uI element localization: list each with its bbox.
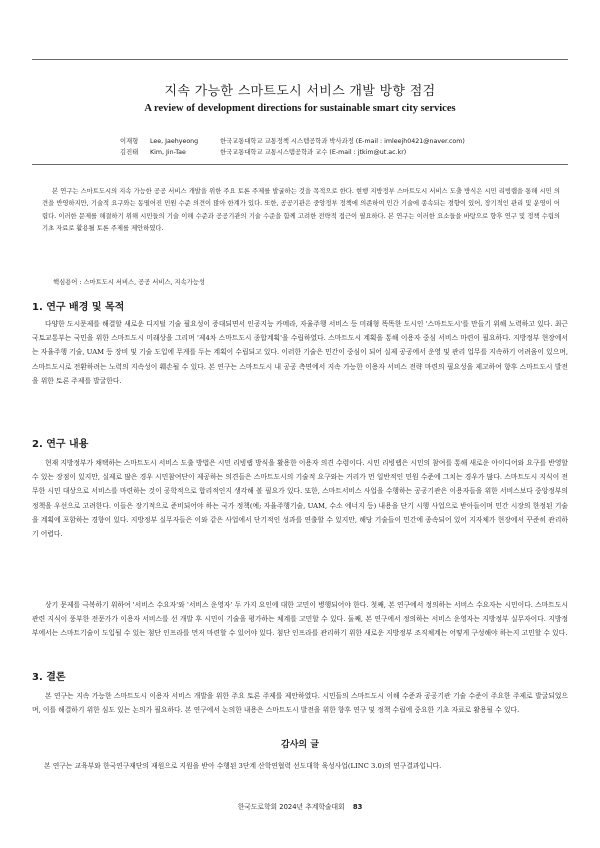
author-name-en: Kim, Jin-Tae (150, 149, 186, 156)
acknowledgement-text: 본 연구는 교육부와 한국연구재단의 재원으로 지원을 받아 수행된 3단계 산학연협력 선도대학 육성사업(LINC 3.0)의 연구결과입니다. (44, 762, 442, 770)
title-korean: 지속 가능한 스마트도시 서비스 개발 방향 점검 (164, 84, 436, 99)
author-affiliation: 한국교통대학교 교통시스템공학과 교수 (E-mail : jtkim@ut.ac.kr) (220, 149, 407, 156)
author-row (120, 136, 465, 147)
section-paragraph: 본 연구는 지속 가능한 스마트도시 이용자 서비스 개발을 위한 주요 토론 주제를 제안하였다. 시민들의 스마트도시 이해 수준과 공공기관 기술 수준이 주요한 주제로 발굴되었으며, 이를 해결하기 위한 심도 있는 논의가 필요하다. 본 연구에서 논의한 내용은 스마트도시 발전을 위한 향후 연구 및 정책 수립에 중요한 기초 자료로 활용될 수 있다. (32, 692, 568, 715)
page-footer (0, 801, 600, 811)
acknowledgement-heading: 감사의 글 (281, 740, 319, 750)
section-heading-content: 2. 연구 내용 (32, 439, 89, 450)
section-heading-background: 1. 연구 배경 및 목적 (32, 302, 125, 313)
author-name-en: Lee, Jaehyeong (150, 138, 199, 145)
section-heading-conclusion: 3. 결론 (32, 672, 66, 683)
author-name-ko: 김진태 (120, 149, 139, 156)
abstract: 본 연구는 스마트도시의 지속 가능한 공공 서비스 개발을 위한 주요 토론 주제를 발굴하는 것을 목적으로 한다. 현행 지방정부 스마트도시 서비스 도출 방식은 시민 리빙랩을 통해 시민 의견을 반영하지만, 기술적 요구와는 동떨어진 민원 수준 의견이 많아 한계가 있다. 또한, 공공기관은 중앙정부 정책에 의존하여 민간 기술에 종속되는 경향이 있어, 장기적인 관리 및 운영이 어렵다. 이러한 문제를 해결하기 위해 시민들의 기술 이해 수준과 공공기관의 기술 수준을 함께 고려한 전략적 접근이 필요하다. 본 연구는 이러한 요소들을 바탕으로 향후 연구 및 정책 수립의 기초 자료로 활용될 토론 주제를 제안하였다. (42, 188, 560, 232)
keywords: 핵심용어 : 스마트도시 서비스, 공공 서비스, 지속가능성 (53, 279, 205, 286)
author-affiliation: 한국교통대학교 교통정책 시스템공학과 박사과정 (E-mail : imleejh0421@naver.com) (220, 138, 465, 145)
title-block (32, 59, 568, 165)
section-paragraph: 현재 지방정부가 채택하는 스마트도시 서비스 도출 방법은 시민 리빙랩 방식을 활용한 이용자 의견 수렴이다. 시민 리빙랩은 시민의 참여를 통해 새로운 아이디어와 요구를 반영할 수 있는 장점이 있지만, 실제로 많은 경우 시민참여단이 제공하는 의견들은 스마트도시의 기술적 요구와는 거리가 먼 일반적인 민원 수준에 그치는 경우가 많다. 스마트도시 지식이 전무한 시민 대상으로 서비스를 마련하는 것이 공학적으로 합리적인지 생각해 볼 필요가 있다. 또한, 스마트서비스 사업을 수행하는 공공기관은 이용자들을 위한 서비스보다 중앙정부의 정책을 우선으로 고려한다. 이들은 장기적으로 준비되어야 하는 국가 정책(예; 자율주행기술, UAM, 수소 에너지 등) 내용을 단기 시행 사업으로 받아들이며 민간 시장의 한정된 기술을 계획에 포함하는 경향이 있다. 지방정부 실무자들은 이와 같은 사업에서 단기적인 성과를 연출할 수 있지만, 해당 기술들이 민간에 종속되어 있어 지자체가 현장에서 꾸준히 관리하기 어렵다. (32, 459, 568, 539)
author-list (120, 136, 465, 158)
author-row (120, 147, 465, 158)
section-paragraph: 다양한 도시문제를 해결할 새로운 디지털 기술 필요성이 증대되면서 인공지능 카메라, 자율주행 서비스 등 미래형 똑똑한 도시인 '스마트도시'를 만들기 위해 노력하고 있다. 최근 국토교통부는 국민을 위한 스마트도시 미래상을 그리며 '제4차 스마트도시 종합계획'을 수립하였다. 스마트도시 계획을 통해 이용자 중심 서비스 마련이 필요하다. 지방정부 현장에서는 자율주행 기술, UAM 등 장비 및 기술 도입에 무게를 두는 계획이 수립되고 있다. 이러한 기술은 민간이 중심이 되어 실제 공공에서 운영 및 관리 업무를 지속하기 어려움이 있으며, 스마트도시로 전환하려는 노력의 지속성이 훼손될 수 있다. 본 연구는 스마트도시 내 공공 측면에서 지속 가능한 이용자 서비스 전략 마련의 필요성을 제고하여 향후 스마트도시 발전을 위한 토론 주제를 발굴한다. (32, 320, 568, 385)
conference-name: 한국도로학회 2024년 추계학술대회 (237, 803, 345, 811)
author-name-ko: 이재형 (120, 138, 139, 145)
title-english: A review of development directions for sustainable smart city services (144, 103, 456, 114)
section-paragraph: 상기 문제를 극복하기 위하여 '서비스 수요자'와 '서비스 운영자' 두 가지 요인에 대한 고민이 병행되어야 한다. 첫째, 본 연구에서 정의하는 서비스 수요자는 시민이다. 스마트도시 관련 지식이 풍부한 전문가가 이용자 서비스를 선 개발 후 시민이 기술을 평가하는 체계를 고민할 수 있다. 둘째, 본 연구에서 정의하는 서비스 운영자는 지방정부 실무자이다. 지방정부에서는 스마트기술이 도입될 수 있는 첨단 인프라를 먼저 마련할 수 있어야 있다. 첨단 인프라를 관리하기 위한 새로운 지방정부 조직체계는 어떻게 구성해야 하는지 고민할 수 있다. (32, 601, 568, 638)
page-number: 83 (352, 803, 363, 811)
